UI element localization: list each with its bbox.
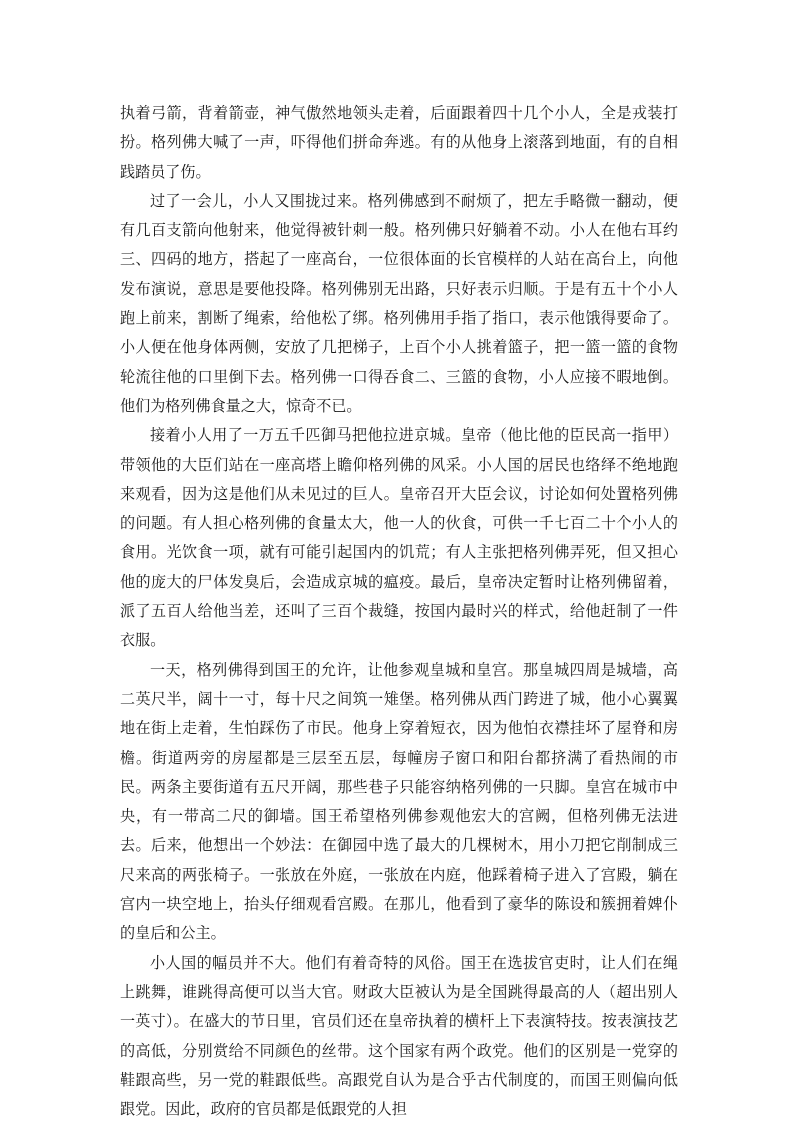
body-text: [120, 99, 678, 1124]
paragraph-2: 过了一会儿，小人又围拢过来。格列佛感到不耐烦了，把左手略微一翻动，便有几百支箭向他射来，他觉得被针刺一般。格列佛只好躺着不动。小人在他右耳约三、四码的地方，搭起了一座高台，一位很体面的长官模样的人站在高台上，向他发布演说，意思是要他投降。格列佛别无出路，只好表示归顺。于是有五十个小人跑上前来，割断了绳索，给他松了绑。格列佛用手指了指口，表示他饿得要命了。小人便在他身体两侧，安放了几把梯子，上百个小人挑着篮子，把一篮一篮的食物轮流往他的口里倒下去。格列佛一口得吞食二、三篮的食物，小人应接不暇地倒。他们为格列佛食量之大，惊奇不已。: [120, 191, 678, 415]
paragraph-1: 执着弓箭，背着箭壶，神气傲然地领头走着，后面跟着四十几个小人，全是戎装打扮。格列佛大喊了一声，吓得他们拼命奔逃。有的从他身上滚落到地面，有的自相践踏员了伤。: [120, 104, 678, 181]
paragraph-4: 一天，格列佛得到国王的允许，让他参观皇城和皇宫。那皇城四周是城墙，高二英尺半，阔十一寸，每十尺之间筑一雉堡。格列佛从西门跨进了城，他小心翼翼地在街上走着，生怕踩伤了市民。他身上穿着短衣，因为他怕衣襟挂坏了屋脊和房檐。街道两旁的房屋都是三层至五层，每幢房子窗口和阳台都挤满了看热闹的市民。两条主要街道有五尺开阔，那些巷子只能容纳格列佛的一只脚。皇宫在城市中央，有一带高二尺的御墙。国王希望格列佛参观他宏大的宫阙，但格列佛无法进去。后来，他想出一个妙法：在御园中选了最大的几棵树木，用小刀把它削制成三尺来高的两张椅子。一张放在外庭，一张放在内庭，他踩着椅子进入了宫殿，躺在宫内一块空地上，抬头仔细观看宫殿。在那儿，他看到了豪华的陈设和簇拥着婢仆的皇后和公主。: [120, 660, 678, 943]
paragraph-3: 接着小人用了一万五千匹御马把他拉进京城。皇帝（他比他的臣民高一指甲）带领他的大臣们站在一座高塔上瞻仰格列佛的风采。小人国的居民也络绎不绝地跑来观看，因为这是他们从未见过的巨人。皇帝召开大臣会议，讨论如何处置格列佛的问题。有人担心格列佛的食量太大，他一人的伙食，可供一千七百二十个小人的食用。光饮食一项，就有可能引起国内的饥荒；有人主张把格列佛弄死，但又担心他的庞大的尸体发臭后，会造成京城的瘟疫。最后，皇帝决定暂时让格列佛留着，派了五百人给他当差，还叫了三百个裁缝，按国内最时兴的样式，给他赶制了一件衣服。: [120, 426, 678, 650]
paragraph-5: 小人国的幅员并不大。他们有着奇特的风俗。国王在选拔官吏时，让人们在绳上跳舞，谁跳得高便可以当大官。财政大臣被认为是全国跳得最高的人（超出别人一英寸）。在盛大的节日里，官员们还在皇帝执着的横杆上下表演特技。按表演技艺的高低，分别赏给不同颜色的丝带。这个国家有两个政党。他们的区别是一党穿的鞋跟高些，另一党的鞋跟低些。高跟党自认为是合乎古代制度的，而国王则偏向低跟党。因此，政府的官员都是低跟党的人担: [120, 953, 678, 1119]
